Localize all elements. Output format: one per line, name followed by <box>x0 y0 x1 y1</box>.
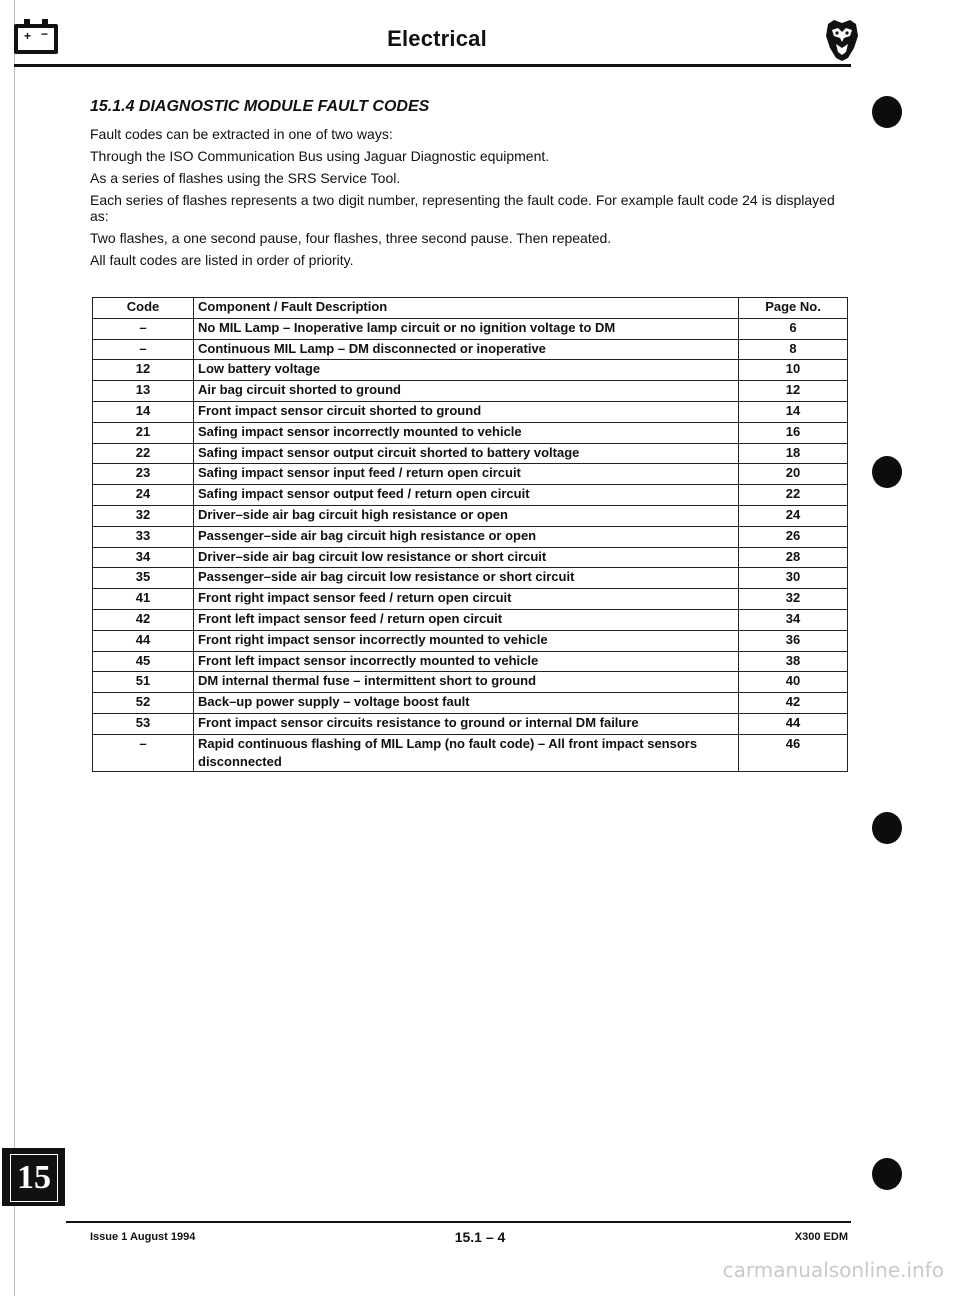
table-row <box>93 609 848 630</box>
column-header-description: Component / Fault Description <box>194 298 739 319</box>
page-number-cell: 32 <box>739 589 848 610</box>
table-row <box>93 630 848 651</box>
footer-rule <box>66 1221 851 1223</box>
fault-code-cell: 33 <box>93 526 194 547</box>
battery-plus-label: + <box>24 29 32 43</box>
paragraph-example: Each series of flashes represents a two digit number, representing the fault code. For example fault code 24 is displayed as: <box>90 192 835 224</box>
header-rule <box>14 64 851 67</box>
page-number-cell: 14 <box>739 401 848 422</box>
page-number-cell: 6 <box>739 318 848 339</box>
fault-code-cell: 51 <box>93 672 194 693</box>
section-tab <box>2 1148 65 1206</box>
fault-description-cell: Front impact sensor circuit shorted to ground <box>194 401 739 422</box>
table-row <box>93 693 848 714</box>
fault-code-table <box>92 297 848 772</box>
fault-description-cell: Safing impact sensor incorrectly mounted to vehicle <box>194 422 739 443</box>
column-header-code: Code <box>93 298 194 319</box>
fault-description-cell: Air bag circuit shorted to ground <box>194 381 739 402</box>
table-row <box>93 360 848 381</box>
page-margin-rule <box>14 0 15 1296</box>
fault-code-cell: 23 <box>93 464 194 485</box>
paragraph-priority: All fault codes are listed in order of priority. <box>90 252 354 268</box>
fault-code-cell: 14 <box>93 401 194 422</box>
section-tab-number: 15 <box>10 1154 58 1202</box>
table-row <box>93 651 848 672</box>
fault-code-cell: 42 <box>93 609 194 630</box>
fault-description-cell: Front right impact sensor incorrectly mounted to vehicle <box>194 630 739 651</box>
fault-code-cell: 22 <box>93 443 194 464</box>
page-number-cell: 16 <box>739 422 848 443</box>
fault-description-cell: No MIL Lamp – Inoperative lamp circuit or no ignition voltage to DM <box>194 318 739 339</box>
page-number-cell: 28 <box>739 547 848 568</box>
fault-description-cell: Driver–side air bag circuit low resistance or short circuit <box>194 547 739 568</box>
fault-description-cell: Continuous MIL Lamp – DM disconnected or inoperative <box>194 339 739 360</box>
fault-code-cell: 41 <box>93 589 194 610</box>
page-number-cell: 20 <box>739 464 848 485</box>
footer-page-number: 15.1 – 4 <box>454 1229 506 1245</box>
table-row <box>93 339 848 360</box>
fault-description-cell: Passenger–side air bag circuit low resistance or short circuit <box>194 568 739 589</box>
page-number-cell: 26 <box>739 526 848 547</box>
table-row <box>93 713 848 734</box>
watermark: carmanualsonline.info <box>722 1258 944 1282</box>
table-row <box>93 443 848 464</box>
fault-description-cell: Front impact sensor circuits resistance to ground or internal DM failure <box>194 713 739 734</box>
page-number-cell: 38 <box>739 651 848 672</box>
fault-description-cell: Driver–side air bag circuit high resistance or open <box>194 505 739 526</box>
table-row <box>93 672 848 693</box>
page-number-cell: 22 <box>739 485 848 506</box>
footer-model: X300 EDM <box>794 1231 848 1243</box>
fault-code-cell: 21 <box>93 422 194 443</box>
binder-hole-dot <box>872 96 902 128</box>
binder-hole-dot <box>872 1158 902 1190</box>
binder-hole-dot <box>872 812 902 844</box>
fault-code-cell: – <box>93 318 194 339</box>
table-header-row <box>93 298 848 319</box>
fault-code-cell: 24 <box>93 485 194 506</box>
page-number-cell: 36 <box>739 630 848 651</box>
fault-code-cell: – <box>93 339 194 360</box>
page-number-cell: 8 <box>739 339 848 360</box>
table-row <box>93 568 848 589</box>
fault-description-cell: Safing impact sensor output circuit shorted to battery voltage <box>194 443 739 464</box>
page-number-cell: 30 <box>739 568 848 589</box>
page-number-cell: 10 <box>739 360 848 381</box>
fault-code-cell: 12 <box>93 360 194 381</box>
section-heading: 15.1.4 DIAGNOSTIC MODULE FAULT CODES <box>90 98 430 115</box>
table-row <box>93 318 848 339</box>
page-number-cell: 46 <box>739 734 848 771</box>
paragraph-iso: Through the ISO Communication Bus using Jaguar Diagnostic equipment. <box>90 148 550 164</box>
fault-code-cell: 32 <box>93 505 194 526</box>
fault-code-cell: 45 <box>93 651 194 672</box>
page-number-cell: 34 <box>739 609 848 630</box>
fault-description-cell: Low battery voltage <box>194 360 739 381</box>
table-row <box>93 589 848 610</box>
battery-minus-label: − <box>40 27 48 41</box>
table-row <box>93 526 848 547</box>
fault-code-cell: 44 <box>93 630 194 651</box>
binder-hole-dot <box>872 456 902 488</box>
fault-description-cell: Rapid continuous flashing of MIL Lamp (no fault code) – All front impact sensors disconnected <box>194 734 739 771</box>
page-number-cell: 44 <box>739 713 848 734</box>
table-row <box>93 464 848 485</box>
fault-code-cell: – <box>93 734 194 771</box>
table-row <box>93 505 848 526</box>
page-number-cell: 18 <box>739 443 848 464</box>
page-header <box>14 14 860 68</box>
table-row <box>93 547 848 568</box>
paragraph-sequence: Two flashes, a one second pause, four flashes, three second pause. Then repeated. <box>90 230 612 246</box>
fault-description-cell: Front left impact sensor feed / return open circuit <box>194 609 739 630</box>
fault-description-cell: Safing impact sensor input feed / return open circuit <box>194 464 739 485</box>
fault-description-cell: Back–up power supply – voltage boost fault <box>194 693 739 714</box>
page-number-cell: 42 <box>739 693 848 714</box>
fault-description-cell: Passenger–side air bag circuit high resistance or open <box>194 526 739 547</box>
header-title: Electrical <box>387 26 487 51</box>
page-number-cell: 40 <box>739 672 848 693</box>
paragraph-flashes: As a series of flashes using the SRS Service Tool. <box>90 170 401 186</box>
table-row <box>93 381 848 402</box>
jaguar-logo-icon <box>824 18 860 62</box>
fault-code-cell: 53 <box>93 713 194 734</box>
fault-code-cell: 35 <box>93 568 194 589</box>
table-row <box>93 401 848 422</box>
fault-code-cell: 52 <box>93 693 194 714</box>
fault-description-cell: Front right impact sensor feed / return open circuit <box>194 589 739 610</box>
table-row <box>93 485 848 506</box>
column-header-page: Page No. <box>739 298 848 319</box>
fault-description-cell: DM internal thermal fuse – intermittent short to ground <box>194 672 739 693</box>
footer-issue: Issue 1 August 1994 <box>90 1231 196 1243</box>
page-number-cell: 24 <box>739 505 848 526</box>
fault-code-cell: 34 <box>93 547 194 568</box>
page-number-cell: 12 <box>739 381 848 402</box>
fault-code-cell: 13 <box>93 381 194 402</box>
fault-description-cell: Front left impact sensor incorrectly mounted to vehicle <box>194 651 739 672</box>
table-row <box>93 734 848 771</box>
fault-description-cell: Safing impact sensor output feed / return open circuit <box>194 485 739 506</box>
paragraph-intro: Fault codes can be extracted in one of two ways: <box>90 126 393 142</box>
table-row <box>93 422 848 443</box>
